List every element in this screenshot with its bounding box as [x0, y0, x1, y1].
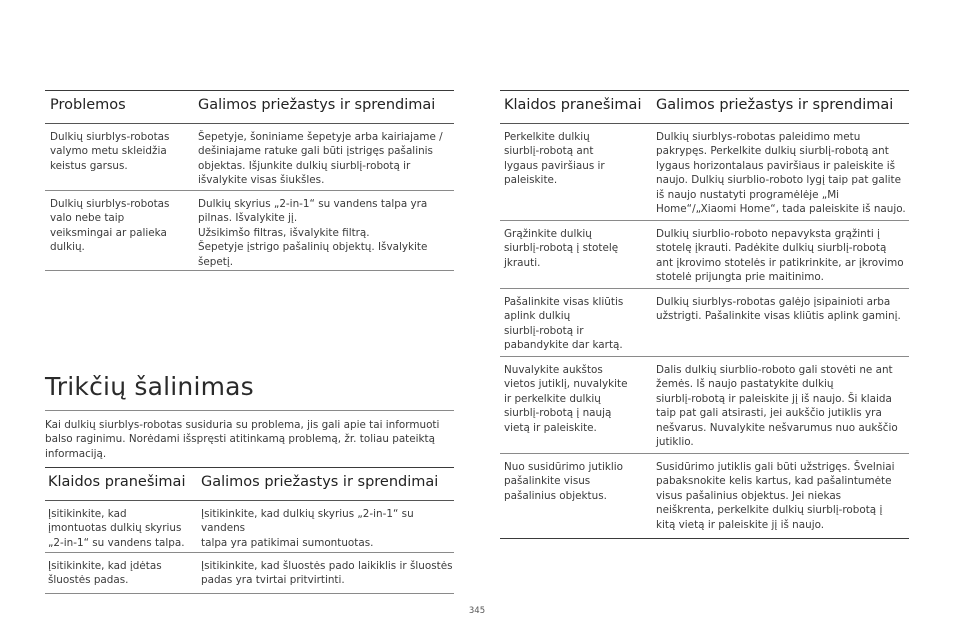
header-errors: Klaidos pranešimai [504, 97, 642, 113]
table-header [45, 467, 454, 501]
errors-table-left [45, 467, 454, 594]
table-header [500, 90, 909, 124]
errors-table-right [500, 90, 909, 539]
header-causes: Galimos priežastys ir sprendimai [201, 474, 439, 490]
table-row [500, 289, 909, 357]
header-causes: Galimos priežastys ir sprendimai [198, 97, 436, 113]
table-row [500, 357, 909, 454]
error-cell: Įsitikinkite, kad įmontuotas dulkių skyrius „2-in-1“ su vandens talpa. [48, 508, 185, 549]
solution-cell: Dulkių siurblys-robotas paleidimo metu pakrypęs. Perkelkite dulkių siurblį-robotą ant lygaus horizontalaus paviršiaus ir paleiskite iš naujo. Dulkių siurblio-roboto lygį taip pat galite iš naujo nustatyti programėlėje „Mi Home“/„Xiaomi Home“, tada paleiskite iš naujo. [656, 131, 906, 216]
error-cell: Pašalinkite visas kliūtis aplink dulkių siurblį-robotą ir pabandykite dar kartą. [504, 296, 624, 352]
header-errors: Klaidos pranešimai [48, 474, 186, 490]
table-row [500, 124, 909, 221]
problems-table [45, 90, 454, 271]
page-number: 345 [468, 606, 486, 616]
problem-cell: Dulkių siurblys-robotas valo nebe taip veiksmingai ar palieka dulkių. [50, 198, 170, 254]
table-row [45, 501, 454, 553]
title-divider [45, 410, 454, 411]
error-cell: Nuvalykite aukštos vietos jutiklį, nuvalykite ir perkelkite dulkių siurblį-robotą į naują vietą ir paleiskite. [504, 364, 628, 434]
solution-cell: Susidūrimo jutiklis gali būti užstrigęs. Švelniai pabaksnokite kelis kartus, kad pašalintumėte visus pašalinius objektus. Jei niekas neiškrenta, perkelkite dulkių siurblį-robotą į kitą vietą ir paleiskite jį iš naujo. [656, 461, 895, 531]
solution-cell: Dulkių siurblio-roboto nepavyksta grąžinti į stotelę įkrauti. Padėkite dulkių siurblį-robotą ant įkrovimo stotelės ir patikrinkite, ar įkrovimo stotelė prijungta prie maitinimo. [656, 228, 904, 284]
solution-cell: Įsitikinkite, kad šluostės pado laikiklis ir šluostės padas yra tvirtai pritvirtinti. [201, 560, 453, 587]
header-problems: Problemos [50, 97, 126, 113]
table-row [45, 553, 454, 594]
solution-cell: Dalis dulkių siurblio-roboto gali stovėti ne ant žemės. Iš naujo pastatykite dulkių siurblį-robotą ir paleiskite jį iš naujo. Ši klaida taip pat gali atsirasti, jei aukščio jutiklis yra nešvarus. Nuvalykite nešvarumus nuo aukščio jutiklio. [656, 364, 898, 449]
table-row [45, 191, 454, 271]
table-row [45, 124, 454, 191]
table-header [45, 90, 454, 124]
section-intro: Kai dulkių siurblys-robotas susiduria su problema, jis gali apie tai informuoti balso raginimu. Norėdami išspręsti atitinkamą problemą, žr. toliau pateiktą informaciją. [45, 419, 440, 460]
solution-cell: Įsitikinkite, kad dulkių skyrius „2-in-1“ su vandens talpa yra patikimai sumontuotas. [201, 508, 414, 549]
error-cell: Nuo susidūrimo jutiklio pašalinkite visus pašalinius objektus. [504, 461, 624, 502]
error-cell: Perkelkite dulkių siurblį-robotą ant lygaus paviršiaus ir paleiskite. [504, 131, 605, 187]
section-title: Trikčių šalinimas [45, 372, 254, 401]
table-row [500, 454, 909, 539]
error-cell: Įsitikinkite, kad įdėtas šluostės padas. [48, 560, 162, 587]
solution-cell: Dulkių skyrius „2-in-1“ su vandens talpa yra pilnas. Išvalykite jį. Užsikimšo filtras, išvalykite filtrą. Šepetyje įstrigo pašalinių objektų. Išvalykite šepetį. [198, 198, 428, 268]
error-cell: Grąžinkite dulkių siurblį-robotą į stotelę jkrauti. [504, 228, 619, 269]
problem-cell: Dulkių siurblys-robotas valymo metu skleidžia keistus garsus. [50, 131, 170, 172]
solution-cell: Dulkių siurblys-robotas galėjo įsipainioti arba užstrigti. Pašalinkite visas kliūtis aplink gaminį. [656, 296, 901, 323]
solution-cell: Šepetyje, šoniniame šepetyje arba kairiajame / dešiniajame ratuke gali būti įstrigęs pašalinis objektas. Išjunkite dulkių siurblį-robotą ir išvalykite visas šiukšles. [198, 131, 443, 187]
header-causes: Galimos priežastys ir sprendimai [656, 97, 894, 113]
table-row [500, 221, 909, 289]
